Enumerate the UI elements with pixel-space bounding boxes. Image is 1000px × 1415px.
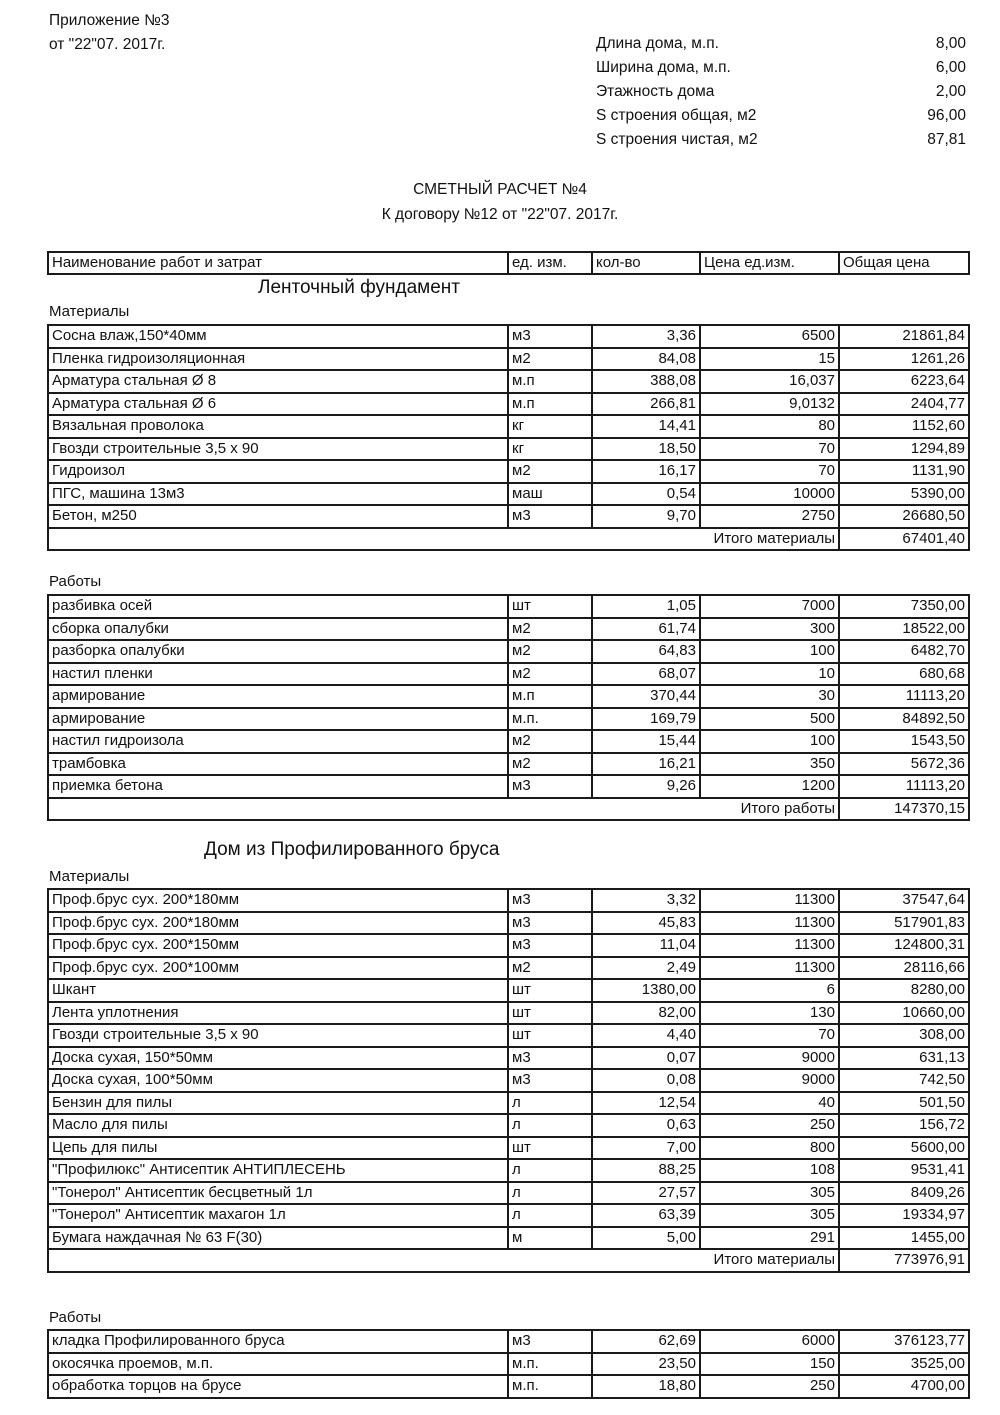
item-name: Масло для пилы <box>48 1114 508 1137</box>
item-name: обработка торцов на брусе <box>48 1375 508 1398</box>
item-unit-price: 16,037 <box>700 370 839 393</box>
table-row <box>48 1024 969 1047</box>
materials-table <box>47 324 970 551</box>
item-name: армирование <box>48 708 508 731</box>
param-row <box>596 104 966 128</box>
param-label: Длина дома, м.п. <box>596 35 719 52</box>
table-row <box>48 1114 969 1137</box>
item-name: Вязальная проволока <box>48 415 508 438</box>
item-name: Бетон, м250 <box>48 505 508 528</box>
item-unit-price: 6500 <box>700 325 839 348</box>
item-quantity: 9,70 <box>592 505 700 528</box>
item-quantity: 64,83 <box>592 640 700 663</box>
item-total-price: 37547,64 <box>839 889 969 912</box>
table-row <box>48 1137 969 1160</box>
item-unit: м <box>508 1227 592 1250</box>
item-unit-price: 250 <box>700 1375 839 1398</box>
item-total-price: 21861,84 <box>839 325 969 348</box>
item-total-price: 5390,00 <box>839 483 969 506</box>
item-unit-price: 291 <box>700 1227 839 1250</box>
item-total-price: 8280,00 <box>839 979 969 1002</box>
group-label-materials: Материалы <box>49 303 130 320</box>
item-unit: л <box>508 1092 592 1115</box>
item-unit: кг <box>508 438 592 461</box>
item-unit-price: 9000 <box>700 1069 839 1092</box>
table-row <box>48 685 969 708</box>
param-row <box>596 80 966 104</box>
item-unit: м2 <box>508 348 592 371</box>
table-row <box>48 1002 969 1025</box>
item-unit: шт <box>508 1137 592 1160</box>
item-unit: шт <box>508 1002 592 1025</box>
param-value: 96,00 <box>927 107 966 124</box>
item-name: настил пленки <box>48 663 508 686</box>
item-unit-price: 305 <box>700 1204 839 1227</box>
item-name: Проф.брус сух. 200*100мм <box>48 957 508 980</box>
subtotal-label: Итого работы <box>48 798 839 821</box>
item-unit: м3 <box>508 934 592 957</box>
item-unit: л <box>508 1182 592 1205</box>
item-name: Шкант <box>48 979 508 1002</box>
item-unit: м3 <box>508 325 592 348</box>
item-total-price: 1294,89 <box>839 438 969 461</box>
item-unit: м2 <box>508 460 592 483</box>
item-total-price: 3525,00 <box>839 1353 969 1376</box>
item-name: "Тонерол" Антисептик бесцветный 1л <box>48 1182 508 1205</box>
table-header <box>47 251 970 275</box>
item-unit-price: 30 <box>700 685 839 708</box>
item-total-price: 501,50 <box>839 1092 969 1115</box>
item-total-price: 376123,77 <box>839 1330 969 1353</box>
item-name: сборка опалубки <box>48 618 508 641</box>
item-unit-price: 11300 <box>700 889 839 912</box>
item-quantity: 84,08 <box>592 348 700 371</box>
subtotal-row <box>48 1249 969 1272</box>
item-unit: м.п. <box>508 708 592 731</box>
item-unit: м3 <box>508 1330 592 1353</box>
item-name: приемка бетона <box>48 775 508 798</box>
item-unit: м2 <box>508 753 592 776</box>
item-quantity: 0,63 <box>592 1114 700 1137</box>
param-label: Ширина дома, м.п. <box>596 59 731 76</box>
item-quantity: 11,04 <box>592 934 700 957</box>
table-row <box>48 370 969 393</box>
table-row <box>48 708 969 731</box>
appendix-number: Приложение №3 <box>49 12 170 29</box>
item-unit-price: 15 <box>700 348 839 371</box>
item-total-price: 11113,20 <box>839 775 969 798</box>
param-value: 6,00 <box>935 59 966 76</box>
item-total-price: 1131,90 <box>839 460 969 483</box>
item-quantity: 370,44 <box>592 685 700 708</box>
table-row <box>48 325 969 348</box>
appendix-block <box>49 9 169 57</box>
item-unit-price: 9,0132 <box>700 393 839 416</box>
table-row <box>48 415 969 438</box>
item-unit-price: 70 <box>700 460 839 483</box>
item-total-price: 7350,00 <box>839 595 969 618</box>
item-total-price: 10660,00 <box>839 1002 969 1025</box>
item-quantity: 0,08 <box>592 1069 700 1092</box>
item-unit-price: 9000 <box>700 1047 839 1070</box>
item-total-price: 19334,97 <box>839 1204 969 1227</box>
item-name: Цепь для пилы <box>48 1137 508 1160</box>
item-quantity: 1,05 <box>592 595 700 618</box>
item-quantity: 23,50 <box>592 1353 700 1376</box>
header-total: Общая цена <box>839 252 969 274</box>
item-total-price: 680,68 <box>839 663 969 686</box>
item-quantity: 388,08 <box>592 370 700 393</box>
item-unit: м3 <box>508 912 592 935</box>
item-total-price: 11113,20 <box>839 685 969 708</box>
group-label-works: Работы <box>49 573 102 590</box>
item-unit: м2 <box>508 640 592 663</box>
item-name: разборка опалубки <box>48 640 508 663</box>
item-quantity: 12,54 <box>592 1092 700 1115</box>
item-name: Гвозди строительные 3,5 х 90 <box>48 1024 508 1047</box>
table-row <box>48 1159 969 1182</box>
table-row <box>48 753 969 776</box>
item-unit-price: 1200 <box>700 775 839 798</box>
item-unit: м.п <box>508 370 592 393</box>
table-row <box>48 1047 969 1070</box>
item-quantity: 27,57 <box>592 1182 700 1205</box>
item-name: Проф.брус сух. 200*150мм <box>48 934 508 957</box>
item-unit: кг <box>508 415 592 438</box>
table-row <box>48 1375 969 1398</box>
table-row <box>48 1204 969 1227</box>
item-unit: шт <box>508 1024 592 1047</box>
item-unit-price: 800 <box>700 1137 839 1160</box>
item-name: армирование <box>48 685 508 708</box>
table-row <box>48 979 969 1002</box>
param-row <box>596 32 966 56</box>
item-total-price: 6223,64 <box>839 370 969 393</box>
item-name: кладка Профилированного бруса <box>48 1330 508 1353</box>
table-row <box>48 957 969 980</box>
item-unit-price: 100 <box>700 640 839 663</box>
item-unit-price: 70 <box>700 438 839 461</box>
table-row <box>48 1353 969 1376</box>
house-parameters <box>596 32 966 152</box>
section-title: Дом из Профилированного бруса <box>204 839 500 860</box>
item-unit-price: 80 <box>700 415 839 438</box>
item-unit-price: 350 <box>700 753 839 776</box>
item-name: Лента уплотнения <box>48 1002 508 1025</box>
item-name: "Тонерол" Антисептик махагон 1л <box>48 1204 508 1227</box>
item-quantity: 7,00 <box>592 1137 700 1160</box>
item-name: разбивка осей <box>48 595 508 618</box>
item-unit: л <box>508 1204 592 1227</box>
item-total-price: 18522,00 <box>839 618 969 641</box>
item-name: Пленка гидроизоляционная <box>48 348 508 371</box>
item-name: Гвозди строительные 3,5 х 90 <box>48 438 508 461</box>
item-unit: маш <box>508 483 592 506</box>
item-unit-price: 7000 <box>700 595 839 618</box>
item-unit: м2 <box>508 730 592 753</box>
item-unit-price: 130 <box>700 1002 839 1025</box>
item-quantity: 3,32 <box>592 889 700 912</box>
table-row <box>48 1330 969 1353</box>
item-unit: м2 <box>508 618 592 641</box>
item-unit: м.п <box>508 393 592 416</box>
subtotal-value: 147370,15 <box>839 798 969 821</box>
materials-table <box>47 888 970 1273</box>
item-unit-price: 100 <box>700 730 839 753</box>
item-quantity: 0,07 <box>592 1047 700 1070</box>
table-row <box>48 1227 969 1250</box>
item-name: трамбовка <box>48 753 508 776</box>
header-row <box>48 252 969 274</box>
item-name: "Профилюкс" Антисептик АНТИПЛЕСЕНЬ <box>48 1159 508 1182</box>
table-row <box>48 1182 969 1205</box>
item-unit-price: 10000 <box>700 483 839 506</box>
table-row <box>48 618 969 641</box>
header-qty: кол-во <box>592 252 700 274</box>
subtotal-row <box>48 798 969 821</box>
item-unit-price: 250 <box>700 1114 839 1137</box>
appendix-date: от "22"07. 2017г. <box>49 36 166 53</box>
table-row <box>48 1069 969 1092</box>
subtotal-row <box>48 528 969 551</box>
item-quantity: 266,81 <box>592 393 700 416</box>
item-quantity: 9,26 <box>592 775 700 798</box>
item-quantity: 16,21 <box>592 753 700 776</box>
table-row <box>48 438 969 461</box>
item-quantity: 16,17 <box>592 460 700 483</box>
item-unit: м3 <box>508 889 592 912</box>
param-label: S строения общая, м2 <box>596 107 757 124</box>
item-unit: м.п. <box>508 1353 592 1376</box>
item-quantity: 15,44 <box>592 730 700 753</box>
item-quantity: 18,80 <box>592 1375 700 1398</box>
item-quantity: 61,74 <box>592 618 700 641</box>
item-unit: м3 <box>508 1047 592 1070</box>
item-unit-price: 11300 <box>700 912 839 935</box>
item-unit-price: 11300 <box>700 934 839 957</box>
item-name: Бумага наждачная № 63 F(30) <box>48 1227 508 1250</box>
item-total-price: 9531,41 <box>839 1159 969 1182</box>
item-quantity: 0,54 <box>592 483 700 506</box>
item-name: Сосна влаж,150*40мм <box>48 325 508 348</box>
table-row <box>48 1092 969 1115</box>
param-row <box>596 128 966 152</box>
item-quantity: 63,39 <box>592 1204 700 1227</box>
item-total-price: 631,13 <box>839 1047 969 1070</box>
item-unit-price: 10 <box>700 663 839 686</box>
item-unit-price: 70 <box>700 1024 839 1047</box>
item-unit-price: 108 <box>700 1159 839 1182</box>
table-row <box>48 663 969 686</box>
item-quantity: 88,25 <box>592 1159 700 1182</box>
item-name: настил гидроизола <box>48 730 508 753</box>
item-name: Гидроизол <box>48 460 508 483</box>
item-quantity: 68,07 <box>592 663 700 686</box>
table-row <box>48 505 969 528</box>
item-unit: м2 <box>508 957 592 980</box>
item-name: окосячка проемов, м.п. <box>48 1353 508 1376</box>
item-total-price: 156,72 <box>839 1114 969 1137</box>
item-total-price: 5600,00 <box>839 1137 969 1160</box>
item-total-price: 1455,00 <box>839 1227 969 1250</box>
item-unit: м3 <box>508 775 592 798</box>
table-row <box>48 460 969 483</box>
header-price: Цена ед.изм. <box>700 252 839 274</box>
item-quantity: 62,69 <box>592 1330 700 1353</box>
table-row <box>48 595 969 618</box>
item-total-price: 1261,26 <box>839 348 969 371</box>
table-row <box>48 730 969 753</box>
item-quantity: 45,83 <box>592 912 700 935</box>
item-unit: м3 <box>508 1069 592 1092</box>
table-row <box>48 348 969 371</box>
item-total-price: 5672,36 <box>839 753 969 776</box>
table-row <box>48 934 969 957</box>
item-unit: м2 <box>508 663 592 686</box>
item-total-price: 4700,00 <box>839 1375 969 1398</box>
item-total-price: 1152,60 <box>839 415 969 438</box>
group-label-works: Работы <box>49 1309 102 1326</box>
item-total-price: 742,50 <box>839 1069 969 1092</box>
item-name: ПГС, машина 13м3 <box>48 483 508 506</box>
item-name: Доска сухая, 150*50мм <box>48 1047 508 1070</box>
subtotal-label: Итого материалы <box>48 528 839 551</box>
item-quantity: 5,00 <box>592 1227 700 1250</box>
item-total-price: 517901,83 <box>839 912 969 935</box>
table-row <box>48 393 969 416</box>
item-total-price: 84892,50 <box>839 708 969 731</box>
item-name: Проф.брус сух. 200*180мм <box>48 889 508 912</box>
item-quantity: 82,00 <box>592 1002 700 1025</box>
item-unit-price: 150 <box>700 1353 839 1376</box>
table-row <box>48 483 969 506</box>
item-unit: шт <box>508 979 592 1002</box>
param-label: Этажность дома <box>596 83 715 100</box>
item-unit: л <box>508 1114 592 1137</box>
item-total-price: 308,00 <box>839 1024 969 1047</box>
item-unit-price: 2750 <box>700 505 839 528</box>
works-table <box>47 1329 970 1399</box>
param-label: S строения чистая, м2 <box>596 131 758 148</box>
subtotal-value: 67401,40 <box>839 528 969 551</box>
item-total-price: 6482,70 <box>839 640 969 663</box>
item-quantity: 18,50 <box>592 438 700 461</box>
param-row <box>596 56 966 80</box>
subtotal-value: 773976,91 <box>839 1249 969 1272</box>
item-quantity: 3,36 <box>592 325 700 348</box>
document-subtitle: К договору №12 от "22"07. 2017г. <box>381 206 619 223</box>
section-title: Ленточный фундамент <box>258 277 460 298</box>
item-name: Бензин для пилы <box>48 1092 508 1115</box>
item-unit-price: 300 <box>700 618 839 641</box>
param-value: 2,00 <box>935 83 966 100</box>
item-name: Проф.брус сух. 200*180мм <box>48 912 508 935</box>
item-quantity: 2,49 <box>592 957 700 980</box>
param-value: 87,81 <box>927 131 966 148</box>
param-value: 8,00 <box>935 35 966 52</box>
item-name: Арматура стальная Ø 8 <box>48 370 508 393</box>
header-unit: ед. изм. <box>508 252 592 274</box>
subtotal-label: Итого материалы <box>48 1249 839 1272</box>
table-row <box>48 640 969 663</box>
item-unit-price: 6 <box>700 979 839 1002</box>
item-unit-price: 40 <box>700 1092 839 1115</box>
item-total-price: 2404,77 <box>839 393 969 416</box>
item-unit: м.п. <box>508 1375 592 1398</box>
item-unit: шт <box>508 595 592 618</box>
item-total-price: 8409,26 <box>839 1182 969 1205</box>
item-total-price: 1543,50 <box>839 730 969 753</box>
item-name: Арматура стальная Ø 6 <box>48 393 508 416</box>
item-unit-price: 305 <box>700 1182 839 1205</box>
works-table <box>47 594 970 821</box>
table-row <box>48 889 969 912</box>
item-unit-price: 11300 <box>700 957 839 980</box>
document-title: СМЕТНЫЙ РАСЧЕТ №4 <box>413 181 587 198</box>
item-total-price: 124800,31 <box>839 934 969 957</box>
item-total-price: 28116,66 <box>839 957 969 980</box>
item-quantity: 169,79 <box>592 708 700 731</box>
item-unit-price: 6000 <box>700 1330 839 1353</box>
item-unit-price: 500 <box>700 708 839 731</box>
item-total-price: 26680,50 <box>839 505 969 528</box>
item-quantity: 4,40 <box>592 1024 700 1047</box>
item-name: Доска сухая, 100*50мм <box>48 1069 508 1092</box>
item-quantity: 14,41 <box>592 415 700 438</box>
table-row <box>48 775 969 798</box>
header-name: Наименование работ и затрат <box>48 252 508 274</box>
table-row <box>48 912 969 935</box>
item-quantity: 1380,00 <box>592 979 700 1002</box>
group-label-materials: Материалы <box>49 868 130 885</box>
item-unit: м3 <box>508 505 592 528</box>
item-unit: л <box>508 1159 592 1182</box>
item-unit: м.п <box>508 685 592 708</box>
